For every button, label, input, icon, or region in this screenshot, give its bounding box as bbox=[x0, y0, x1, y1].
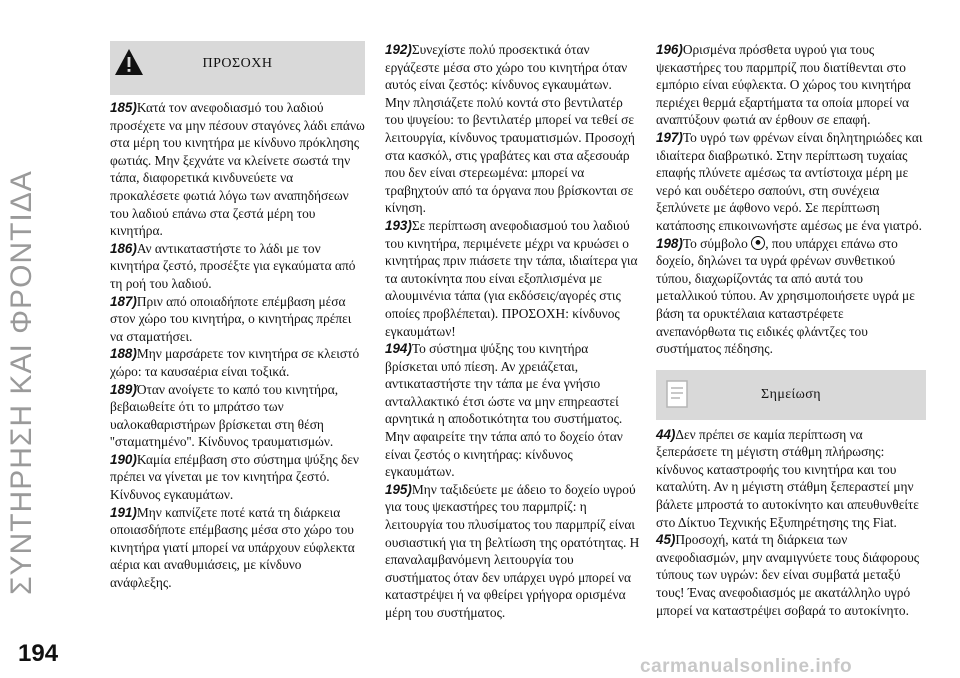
para-192 bbox=[385, 41, 640, 217]
brake-fluid-symbol-icon bbox=[751, 236, 765, 250]
para-189 bbox=[110, 381, 365, 451]
para-number: 191) bbox=[110, 504, 137, 520]
para-193 bbox=[385, 217, 640, 340]
para-187 bbox=[110, 293, 365, 346]
para-196 bbox=[656, 41, 926, 129]
watermark: carmanualsonline.info bbox=[640, 656, 853, 677]
para-text: Αν αντικαταστήστε το λάδι με τον κινητήρα ζεστό, προσέξτε για εγκαύματα από τη ροή του λαδιού. bbox=[110, 240, 356, 291]
para-text: Καμία επέμβαση στο σύστημα ψύξης δεν πρέπει να γίνεται με τον κινητήρα ζεστό. Κίνδυνος εγκαυμάτων. bbox=[110, 451, 359, 503]
warning-header bbox=[110, 41, 365, 95]
para-number: 192) bbox=[385, 42, 412, 57]
para-number: 195) bbox=[385, 481, 412, 497]
para-text: Όταν ανοίγετε το καπό του κινητήρα, βεβαιωθείτε ότι το μπράτσο των υαλοκαθαριστήρων βρίσκεται στη θέση ''σταματημένο''. Κίνδυνος τραυματισμών. bbox=[110, 381, 339, 450]
para-number: 190) bbox=[110, 451, 137, 467]
para-188 bbox=[110, 345, 365, 380]
column-3 bbox=[656, 41, 926, 619]
note-number: 45) bbox=[656, 532, 676, 548]
para-number: 187) bbox=[110, 293, 137, 309]
para-number: 193) bbox=[385, 217, 412, 233]
para-text-before: Το σύμβολο bbox=[682, 235, 748, 251]
para-197 bbox=[656, 129, 926, 235]
note-44 bbox=[656, 426, 926, 532]
column-1 bbox=[110, 41, 365, 592]
para-195 bbox=[385, 481, 640, 622]
para-198 bbox=[656, 235, 926, 358]
para-number: 198) bbox=[656, 235, 683, 251]
column-2 bbox=[385, 41, 640, 622]
para-text: Συνεχίστε πολύ προσεκτικά όταν εργάζεστε μέσα στο χώρο του κινητήρα όταν αυτός είναι ζεστός: κίνδυνος εγκαυμάτων. Μην πλησιάζετε πολύ κοντά στο βεντιλατέρ του ψυγείου: το βεντιλατέρ μπορεί να τεθεί σε λειτουργία, κίνδυνος τραυματισμών. Προσοχή στα κασκόλ, στις γραβάτες και στα αξεσουάρ που δεν είναι στερεωμένα: μπορεί να τραβηχτούν από τα όργανα που βρίσκονται σε κίνηση. bbox=[385, 42, 635, 216]
para-185 bbox=[110, 99, 365, 240]
para-number: 196) bbox=[656, 42, 683, 57]
para-text: Ορισμένα πρόσθετα υγρού για τους ψεκαστήρες του παρμπρίζ που διατίθενται στο εμπόριο είναι εύφλεκτα. Ο χώρος του κινητήρα περιέχει θερμά εξαρτήματα τα οποία μπορεί να αναπτύξουν φωτιά αν έρθουν σε επαφή. bbox=[656, 42, 911, 128]
para-text: Το υγρό των φρένων είναι δηλητηριώδες και ιδιαίτερα διαβρωτικό. Στην περίπτωση τυχαίας επαφής πλύνετε αμέσως τα αντίστοιχα μέρη με νερό και ουδέτερο σαπούνι, στη συνέχεια ξεπλύνετε με άφθονο νερό. Σε περίπτωση κατάποσης επικοινωνήστε αμέσως με ένα γιατρό. bbox=[656, 129, 923, 233]
para-text: Κατά τον ανεφοδιασμό του λαδιού προσέχετε να μην πέσουν σταγόνες λάδι επάνω στα μέρη του κινητήρα με κίνδυνο πρόκλησης φωτιάς. Μην ξεχνάτε να κλείνετε σωστά την τάπα, διαφορετικά κινδυνεύετε να προκαλέσετε φωτιά λόγω των αναπηδήσεων του λαδιού επάνω στα ζεστά μέρη του κινητήρα. bbox=[110, 100, 365, 239]
para-190 bbox=[110, 451, 365, 504]
note-45 bbox=[656, 531, 926, 619]
page-number: 194 bbox=[18, 640, 59, 667]
para-194 bbox=[385, 340, 640, 481]
para-text: Πριν από οποιαδήποτε επέμβαση μέσα στον χώρο του κινητήρα, ο κινητήρας πρέπει να σταματήσει. bbox=[110, 293, 352, 344]
para-text: Σε περίπτωση ανεφοδιασμού του λαδιού του κινητήρα, περιμένετε μέχρι να κρυώσει ο κινητήρας πριν πιάσετε την τάπα, ιδιαίτερα για τα αυτοκίνητα που είναι εξοπλισμένα με αλουμινένια τάπα (για εκδόσεις/αγορές στις οποίες προβλέπεται). ΠΡΟΣΟΧΗ: κίνδυνος εγκαυμάτων! bbox=[385, 217, 638, 339]
para-number: 189) bbox=[110, 381, 137, 397]
para-text: Μην καπνίζετε ποτέ κατά τη διάρκεια οποιασδήποτε επέμβασης μέσα στο χώρο του κινητήρα γιατί μπορεί να υπάρχουν εύφλεκτα αέρια και αναθυμιάσεις, με κίνδυνο ανάφλεξης. bbox=[110, 504, 355, 591]
para-186 bbox=[110, 240, 365, 293]
note-header bbox=[656, 370, 926, 420]
para-number: 188) bbox=[110, 346, 137, 362]
para-text: Μην μαρσάρετε τον κινητήρα σε κλειστό χώρο: τα καυσαέρια είναι τοξικά. bbox=[110, 346, 360, 379]
para-number: 197) bbox=[656, 129, 683, 145]
para-text: Μην ταξιδεύετε με άδειο το δοχείο υγρού για τους ψεκαστήρες του παρμπρίζ: η λειτουργία του πλυσίματος του παρμπρίζ είναι ουσιαστική για τη βελτίωση της ορατότητας. Η επαναλαμβανόμενη λειτουργία του συστήματος όταν δεν υπάρχει υγρό μπορεί να καταστρέψει ή να φθείρει γρήγορα ορισμένα μέρη του συστήματος. bbox=[385, 481, 640, 620]
note-title: Σημείωση bbox=[761, 386, 821, 402]
section-title: ΣΥΝΤΗΡΗΣΗ ΚΑΙ ΦΡΟΝΤΙΔΑ bbox=[5, 170, 38, 595]
note-text: Δεν πρέπει σε καμία περίπτωση να ξεπεράσετε τη μέγιστη στάθμη πλήρωσης: κίνδυνος καταστροφής του κινητήρα και του καταλύτη. Αν η μέγιστη στάθμη ξεπεραστεί μην βάλετε μπροστά το αυτοκίνητο και απευθυνθείτε στο Δίκτυο Τεχνικής Εξυπηρέτησης της Fiat. bbox=[656, 426, 919, 530]
warning-title: ΠΡΟΣΟΧΗ bbox=[202, 56, 273, 71]
para-text-after: , που υπάρχει επάνω στο δοχείο, δηλώνει τα υγρά φρένων συνθετικού τύπου, διαχωρίζοντάς τα από αυτά του μεταλλικού τύπου. Αν χρησιμοποιήσετε υγρά με βάση τα ορυκτέλαια καταστρέφετε ανεπανόρθωτα τις ειδικές φλάντζες του συστήματος πέδησης. bbox=[656, 235, 915, 357]
para-number: 194) bbox=[385, 341, 412, 357]
sidebar bbox=[0, 0, 80, 610]
para-text: Το σύστημα ψύξης του κινητήρα βρίσκεται υπό πίεση. Αν χρειάζεται, αντικαταστήστε την τάπα με ένα γνήσιο ανταλλακτικό έτσι ώστε να μην επηρεαστεί αρνητικά η αποδοτικότητα του συστήματος. Μην αφαιρείτε την τάπα από το δοχείο όταν είναι ζεστός ο κινητήρας: κίνδυνος εγκαυμάτων. bbox=[385, 341, 623, 480]
para-191 bbox=[110, 504, 365, 592]
para-number: 185) bbox=[110, 100, 137, 115]
note-number: 44) bbox=[656, 426, 676, 442]
note-text: Προσοχή, κατά τη διάρκεια των ανεφοδιασμών, μην αναμιγνύετε τους διάφορους τύπους των υγρών: δεν είναι συμβατά μεταξύ τους! Ένας ανεφοδιασμός με ακατάλληλο υγρό μπορεί να καταστρέψει σοβαρά το αυτοκίνητο. bbox=[656, 532, 920, 618]
para-number: 186) bbox=[110, 240, 137, 256]
